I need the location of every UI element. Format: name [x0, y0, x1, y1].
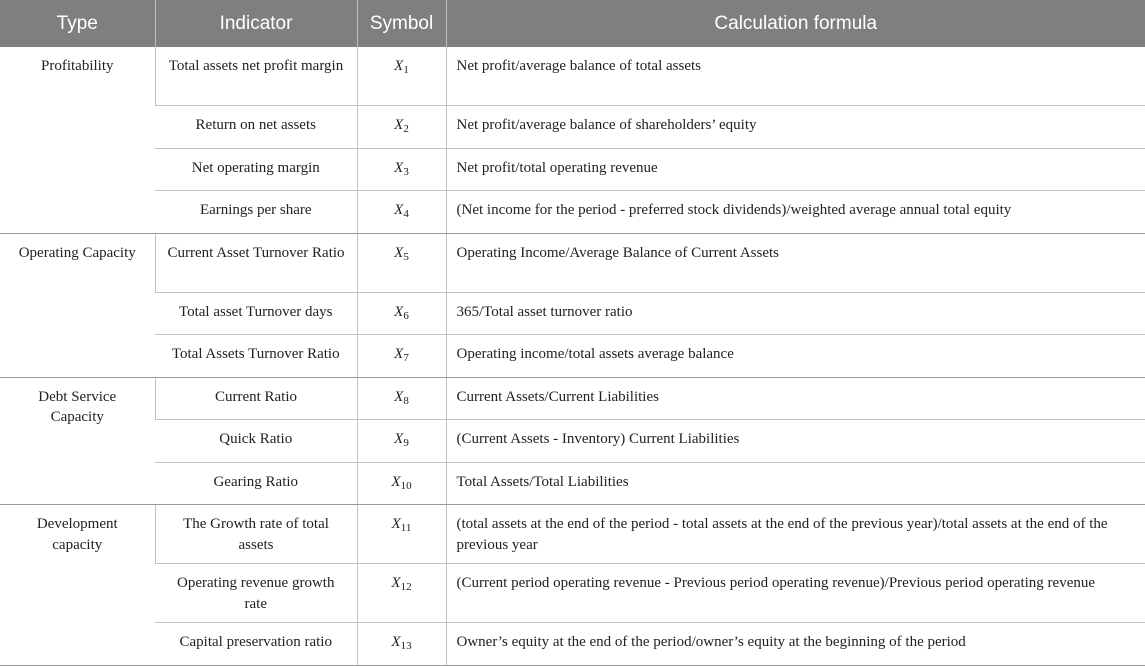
formula-cell: (Current period operating revenue - Previous period operating revenue)/Previous period operating revenue — [446, 564, 1145, 623]
symbol-cell — [357, 47, 446, 106]
table-row — [0, 420, 1145, 463]
table-row — [0, 191, 1145, 234]
symbol-cell — [357, 335, 446, 378]
symbol-cell — [357, 623, 446, 666]
symbol-base: X — [394, 117, 404, 133]
symbol-cell — [357, 292, 446, 335]
formula-cell: (Current Assets - Inventory) Current Liabilities — [446, 420, 1145, 463]
table-row — [0, 148, 1145, 191]
table-row — [0, 233, 1145, 292]
formula-cell: Operating Income/Average Balance of Current Assets — [446, 233, 1145, 292]
symbol-subscript: 5 — [403, 250, 409, 263]
table-row — [0, 462, 1145, 505]
symbol-subscript: 11 — [400, 522, 412, 534]
indicator-cell: The Growth rate of total assets — [155, 505, 357, 564]
table-row — [0, 623, 1145, 666]
formula-cell: (Net income for the period - preferred stock dividends)/weighted average annual total equity — [446, 191, 1145, 234]
symbol-base: X — [394, 388, 404, 405]
symbol-subscript: 9 — [403, 437, 409, 449]
symbol-subscript: 4 — [403, 208, 409, 220]
table-row — [0, 106, 1145, 149]
formula-cell: 365/Total asset turnover ratio — [446, 292, 1145, 335]
type-cell-development-capacity: Development capacity — [0, 505, 155, 666]
indicator-cell: Capital preservation ratio — [155, 623, 357, 666]
symbol-base: X — [394, 244, 404, 261]
formula-cell: Operating income/total assets average balance — [446, 335, 1145, 378]
symbol-subscript: 7 — [403, 352, 409, 364]
symbol-base: X — [394, 202, 404, 218]
table-row — [0, 335, 1145, 378]
indicator-cell: Current Ratio — [155, 377, 357, 420]
symbol-cell — [357, 505, 446, 564]
symbol-base: X — [394, 58, 404, 74]
formula-cell: Net profit/average balance of shareholders’ equity — [446, 106, 1145, 149]
symbol-subscript: 10 — [400, 479, 412, 492]
type-cell-profitability: Profitability — [0, 47, 155, 233]
symbol-cell — [357, 420, 446, 463]
symbol-subscript: 1 — [403, 64, 409, 76]
symbol-cell — [357, 148, 446, 191]
indicator-cell: Return on net assets — [155, 106, 357, 149]
symbol-cell — [357, 233, 446, 292]
symbol-base: X — [394, 159, 404, 176]
symbol-subscript: 8 — [403, 394, 409, 407]
formula-cell: Owner’s equity at the end of the period/owner’s equity at the beginning of the period — [446, 623, 1145, 666]
formula-cell: Total Assets/Total Liabilities — [446, 462, 1145, 505]
symbol-cell — [357, 564, 446, 623]
symbol-base: X — [394, 303, 404, 320]
symbol-base: X — [394, 346, 404, 362]
symbol-cell — [357, 106, 446, 149]
indicator-cell: Gearing Ratio — [155, 462, 357, 505]
symbol-subscript: 12 — [400, 581, 412, 593]
table-row — [0, 292, 1145, 335]
header-calculation-formula: Calculation formula — [446, 0, 1145, 47]
formula-cell: Net profit/average balance of total assets — [446, 47, 1145, 106]
symbol-subscript: 13 — [400, 640, 412, 652]
type-cell-debt-service-capacity: Debt Service Capacity — [0, 377, 155, 505]
indicator-cell: Net operating margin — [155, 148, 357, 191]
formula-cell: (total assets at the end of the period - total assets at the end of the previous year)/total assets at the end of the previous year — [446, 505, 1145, 564]
indicator-cell: Earnings per share — [155, 191, 357, 234]
header-type: Type — [0, 0, 155, 47]
indicator-cell: Total asset Turnover days — [155, 292, 357, 335]
table-row — [0, 47, 1145, 106]
indicator-cell: Quick Ratio — [155, 420, 357, 463]
symbol-base: X — [391, 634, 401, 650]
symbol-subscript: 3 — [403, 165, 409, 178]
symbol-subscript: 2 — [403, 123, 409, 135]
symbol-cell — [357, 377, 446, 420]
header-indicator: Indicator — [155, 0, 357, 47]
symbol-base: X — [391, 473, 401, 490]
symbol-cell — [357, 462, 446, 505]
table-row — [0, 377, 1145, 420]
formula-cell: Net profit/total operating revenue — [446, 148, 1145, 191]
symbol-base: X — [391, 575, 401, 591]
header-row — [0, 0, 1145, 47]
header-symbol: Symbol — [357, 0, 446, 47]
indicator-cell: Total assets net profit margin — [155, 47, 357, 106]
table-row — [0, 564, 1145, 623]
symbol-subscript: 6 — [403, 309, 409, 322]
symbol-base: X — [391, 516, 401, 532]
symbol-base: X — [394, 431, 404, 447]
formula-cell: Current Assets/Current Liabilities — [446, 377, 1145, 420]
indicator-cell: Current Asset Turnover Ratio — [155, 233, 357, 292]
indicator-cell: Total Assets Turnover Ratio — [155, 335, 357, 378]
type-cell-operating-capacity: Operating Capacity — [0, 233, 155, 377]
indicator-cell: Operating revenue growth rate — [155, 564, 357, 623]
table-row — [0, 505, 1145, 564]
symbol-cell — [357, 191, 446, 234]
